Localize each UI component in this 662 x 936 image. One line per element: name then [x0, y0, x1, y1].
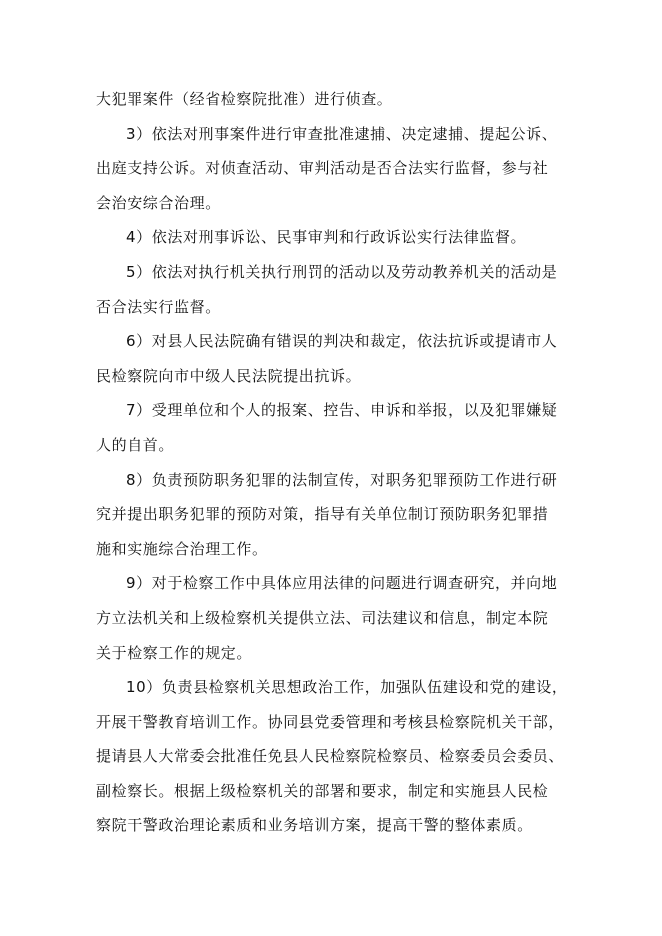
- text-line: 3）依法对刑事案件进行审查批准逮捕、决定逮捕、提起公诉、: [126, 124, 558, 143]
- text-line: 提请县人大常委会批准任免县人民检察院检察员、检察委员会委员、: [96, 747, 565, 766]
- text-line: 施和实施综合治理工作。: [96, 539, 268, 558]
- text-line: 出庭支持公诉。对侦查活动、审判活动是否合法实行监督，参与社: [96, 159, 549, 178]
- text-line: 9）对于检察工作中具体应用法律的问题进行调查研究，并向地: [126, 574, 558, 593]
- document-body: [96, 82, 596, 843]
- text-line: 8）负责预防职务犯罪的法制宣传，对职务犯罪预防工作进行研: [126, 470, 558, 489]
- text-line: 副检察长。根据上级检察机关的部署和要求，制定和实施县人民检: [96, 781, 549, 800]
- text-line: 大犯罪案件（经省检察院批准）进行侦查。: [96, 90, 393, 108]
- text-line: 察院干警政治理论素质和业务培训方案，提高干警的整体素质。: [96, 816, 533, 835]
- text-line: 人的自首。: [96, 435, 175, 454]
- text-line: 否合法实行监督。: [96, 297, 221, 316]
- text-line: 10）负责县检察机关思想政治工作，加强队伍建设和党的建设，: [126, 678, 568, 697]
- text-line: 6）对县人民法院确有错误的判决和裁定，依法抗诉或提请市人: [126, 332, 558, 351]
- text-line: 开展干警教育培训工作。协同县党委管理和考核县检察院机关干部，: [96, 712, 565, 731]
- text-line: 方立法机关和上级检察机关提供立法、司法建议和信息，制定本院: [96, 608, 549, 627]
- text-line: 会治安综合治理。: [96, 193, 221, 212]
- text-line: 民检察院向市中级人民法院提出抗诉。: [96, 366, 362, 385]
- text-line: 4）依法对刑事诉讼、民事审判和行政诉讼实行法律监督。: [126, 228, 527, 247]
- text-line: 5）依法对执行机关执行刑罚的活动以及劳动教养机关的活动是: [126, 262, 558, 281]
- text-line: 究并提出职务犯罪的预防对策，指导有关单位制订预防职务犯罪措: [96, 505, 549, 524]
- text-line: 关于检察工作的规定。: [96, 643, 253, 662]
- text-line: 7）受理单位和个人的报案、控告、申诉和举报，以及犯罪嫌疑: [126, 401, 558, 420]
